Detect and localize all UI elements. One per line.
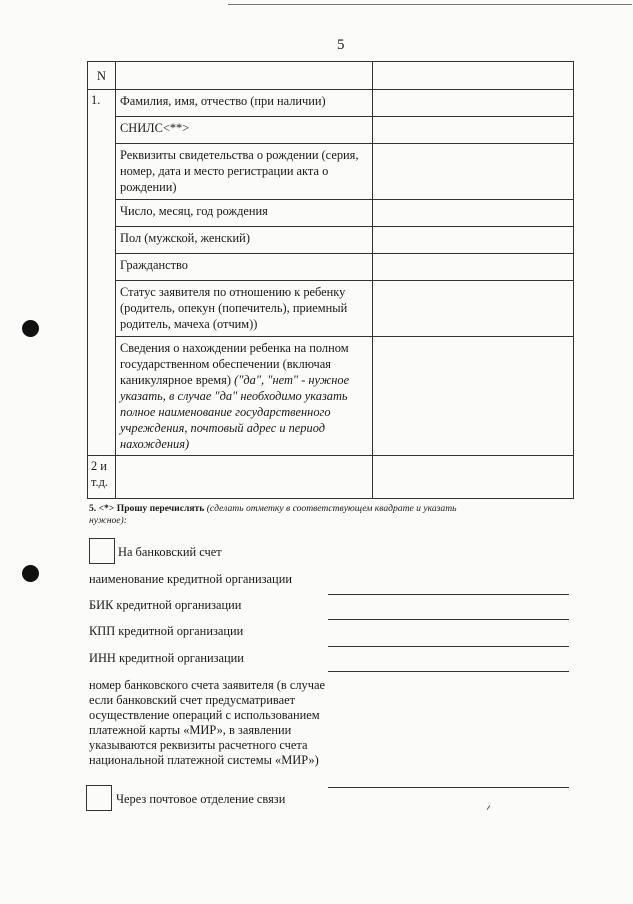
section-5-prefix: 5. <*> <box>89 503 117 514</box>
table-header-row <box>88 62 574 90</box>
table-row <box>88 144 574 200</box>
value-cell-state-support[interactable] <box>373 337 574 456</box>
number-column-header: N <box>88 62 116 90</box>
scan-edge-line <box>228 4 632 5</box>
table-row <box>88 337 574 456</box>
bik-input-line[interactable] <box>328 619 569 620</box>
table-row <box>88 254 574 281</box>
additional-child-value-cell[interactable] <box>373 456 574 499</box>
section-5-heading <box>89 503 489 527</box>
section-5-hint: (сделать отметку в соответствующем квадрате и указать нужное): <box>89 503 457 526</box>
row-label-sex: Пол (мужской, женский) <box>116 227 373 254</box>
inn-input-line[interactable] <box>328 671 569 672</box>
table-row <box>88 281 574 337</box>
bank-account-checkbox[interactable] <box>89 538 115 564</box>
bik-label: БИК кредитной организации <box>89 598 242 612</box>
row-label-snils: СНИЛС<**> <box>116 117 373 144</box>
bank-name-label: наименование кредитной организации <box>89 572 292 586</box>
value-cell-citizenship[interactable] <box>373 254 574 281</box>
label-column-header <box>116 62 373 90</box>
table-row <box>88 117 574 144</box>
value-cell-full-name[interactable] <box>373 90 574 117</box>
value-cell-snils[interactable] <box>373 117 574 144</box>
table-row <box>88 456 574 499</box>
value-cell-birth-date[interactable] <box>373 200 574 227</box>
stray-mark <box>487 805 491 810</box>
row-label-birth-date: Число, месяц, год рождения <box>116 200 373 227</box>
kpp-label: КПП кредитной организации <box>89 624 244 638</box>
table-row <box>88 227 574 254</box>
account-number-label: номер банковского счета заявителя (в случае если банковский счет предусматривает осуществление операций с использованием платежной карты «МИР», в заявлении указываются реквизиты расчетного счета национальной платежной системы «МИР») <box>89 678 325 767</box>
section-5-title: Прошу перечислять <box>116 503 205 514</box>
row-label-birth-certificate: Реквизиты свидетельства о рождении (серия, номер, дата и место регистрации акта о рождении) <box>116 144 373 200</box>
additional-child-label-cell[interactable] <box>116 456 373 499</box>
punch-hole <box>22 565 39 582</box>
kpp-input-line[interactable] <box>328 646 569 647</box>
post-office-checkbox[interactable] <box>86 785 112 811</box>
table-row <box>88 200 574 227</box>
page-number: 5 <box>337 37 345 53</box>
value-cell-sex[interactable] <box>373 227 574 254</box>
inn-label: ИНН кредитной организации <box>89 651 244 665</box>
state-support-text: Сведения о нахождении ребенка на полном государственном обеспечении (включая каникулярное время) <box>120 341 349 387</box>
table-row <box>88 90 574 117</box>
value-cell-applicant-status[interactable] <box>373 281 574 337</box>
punch-hole <box>22 320 39 337</box>
state-support-note: ("да", "нет" - нужное указать, в случае "да" необходимо указать полное наименование государственного учреждения, почтовый адрес и период нахождения) <box>120 373 350 451</box>
row-label-full-name: Фамилия, имя, отчество (при наличии) <box>116 90 373 117</box>
child-info-table <box>87 61 574 499</box>
row-number: 2 и т.д. <box>88 456 116 499</box>
account-number-input-line[interactable] <box>328 787 569 788</box>
row-number: 1. <box>88 90 116 117</box>
value-cell-birth-certificate[interactable] <box>373 144 574 200</box>
row-label-citizenship: Гражданство <box>116 254 373 281</box>
row-label-applicant-status: Статус заявителя по отношению к ребенку (родитель, опекун (попечитель), приемный родитель, мачеха (отчим)) <box>116 281 373 337</box>
value-column-header <box>373 62 574 90</box>
post-office-option-label: Через почтовое отделение связи <box>116 792 286 806</box>
row-label-state-support <box>116 337 373 456</box>
bank-name-input-line[interactable] <box>328 594 569 595</box>
bank-account-option-label: На банковский счет <box>118 545 222 559</box>
